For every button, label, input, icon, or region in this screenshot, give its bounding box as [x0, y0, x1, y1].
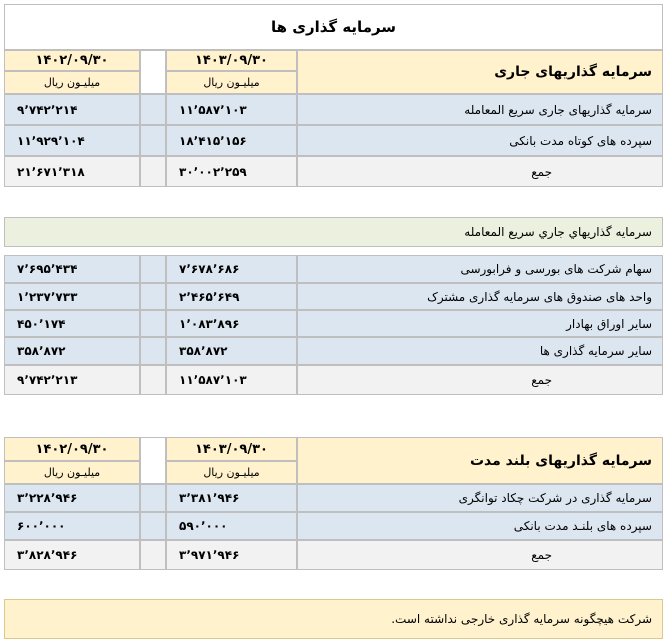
- total-previous: ۳٬۸۲۸٬۹۴۶: [4, 540, 140, 570]
- row-label: سرمایه گذاری در شرکت چکاد توانگری: [297, 484, 663, 512]
- row-label: سپرده های بلنـد مدت بانکی: [297, 512, 663, 540]
- total-previous: ۹٬۷۴۲٬۲۱۳: [4, 365, 140, 395]
- value-previous: ۹٬۷۴۲٬۲۱۴: [4, 94, 140, 125]
- spacer-cell: [140, 156, 166, 187]
- spacer-cell: [140, 310, 166, 337]
- row-label: سایر اوراق بهادار: [297, 310, 663, 337]
- unit-current: میلیـون ریال: [166, 71, 297, 94]
- date-previous: ۱۴۰۲/۰۹/۳۰: [4, 50, 140, 71]
- row-label: سهام شرکت های بورسی و فرابورسی: [297, 255, 663, 283]
- page-title: سرمایه گذاری ها: [4, 4, 663, 50]
- row-label: سایر سرمایه گذاری ها: [297, 337, 663, 365]
- footer-note: شرکت هیچگونه سرمایه گذاری خارجی نداشته است.: [4, 599, 663, 639]
- spacer-cell: [140, 283, 166, 310]
- spacer-cell: [140, 94, 166, 125]
- unit-previous: میلیـون ریال: [4, 461, 140, 484]
- unit-previous: میلیـون ریال: [4, 71, 140, 94]
- total-label: جمع: [297, 365, 663, 395]
- date-current: ۱۴۰۳/۰۹/۳۰: [166, 437, 297, 461]
- spacer-cell: [140, 337, 166, 365]
- total-label: جمع: [297, 540, 663, 570]
- value-previous: ۱۱٬۹۲۹٬۱۰۴: [4, 125, 140, 156]
- spacer-column: [140, 50, 166, 94]
- value-current: ۲٬۴۶۵٬۶۴۹: [166, 283, 297, 310]
- unit-current: میلیـون ریال: [166, 461, 297, 484]
- spacer-cell: [140, 255, 166, 283]
- total-current: ۳۰٬۰۰۲٬۲۵۹: [166, 156, 297, 187]
- value-current: ۱۱٬۵۸۷٬۱۰۳: [166, 94, 297, 125]
- date-current: ۱۴۰۳/۰۹/۳۰: [166, 50, 297, 71]
- spacer-cell: [140, 125, 166, 156]
- row-label: سرمایه گذاریهای جاری سریع المعامله: [297, 94, 663, 125]
- value-current: ۷٬۶۷۸٬۶۸۶: [166, 255, 297, 283]
- section-title-current: سرمایه گذاریهای جاری: [297, 50, 663, 94]
- total-current: ۱۱٬۵۸۷٬۱۰۳: [166, 365, 297, 395]
- value-current: ۱٬۰۸۳٬۸۹۶: [166, 310, 297, 337]
- row-label: واحد های صندوق های سرمایه گذاری مشترک: [297, 283, 663, 310]
- spacer-column: [140, 437, 166, 484]
- total-previous: ۲۱٬۶۷۱٬۳۱۸: [4, 156, 140, 187]
- row-label: سپرده های کوتاه مدت بانکی: [297, 125, 663, 156]
- section-title-longterm: سرمایه گذاریهای بلند مدت: [297, 437, 663, 484]
- tradable-title: سرمايه گذاريهاي جاري سريع المعامله: [4, 217, 663, 247]
- date-previous: ۱۴۰۲/۰۹/۳۰: [4, 437, 140, 461]
- value-previous: ۱٬۲۳۷٬۷۳۳: [4, 283, 140, 310]
- total-label: جمع: [297, 156, 663, 187]
- value-previous: ۳٬۲۲۸٬۹۴۶: [4, 484, 140, 512]
- spacer-cell: [140, 484, 166, 512]
- value-current: ۵۹۰٬۰۰۰: [166, 512, 297, 540]
- value-current: ۱۸٬۴۱۵٬۱۵۶: [166, 125, 297, 156]
- value-current: ۳٬۳۸۱٬۹۴۶: [166, 484, 297, 512]
- value-previous: ۴۵۰٬۱۷۴: [4, 310, 140, 337]
- value-previous: ۶۰۰٬۰۰۰: [4, 512, 140, 540]
- value-previous: ۷٬۶۹۵٬۴۳۴: [4, 255, 140, 283]
- spacer-cell: [140, 365, 166, 395]
- total-current: ۳٬۹۷۱٬۹۴۶: [166, 540, 297, 570]
- value-current: ۳۵۸٬۸۷۲: [166, 337, 297, 365]
- spacer-cell: [140, 540, 166, 570]
- value-previous: ۳۵۸٬۸۷۲: [4, 337, 140, 365]
- spacer-cell: [140, 512, 166, 540]
